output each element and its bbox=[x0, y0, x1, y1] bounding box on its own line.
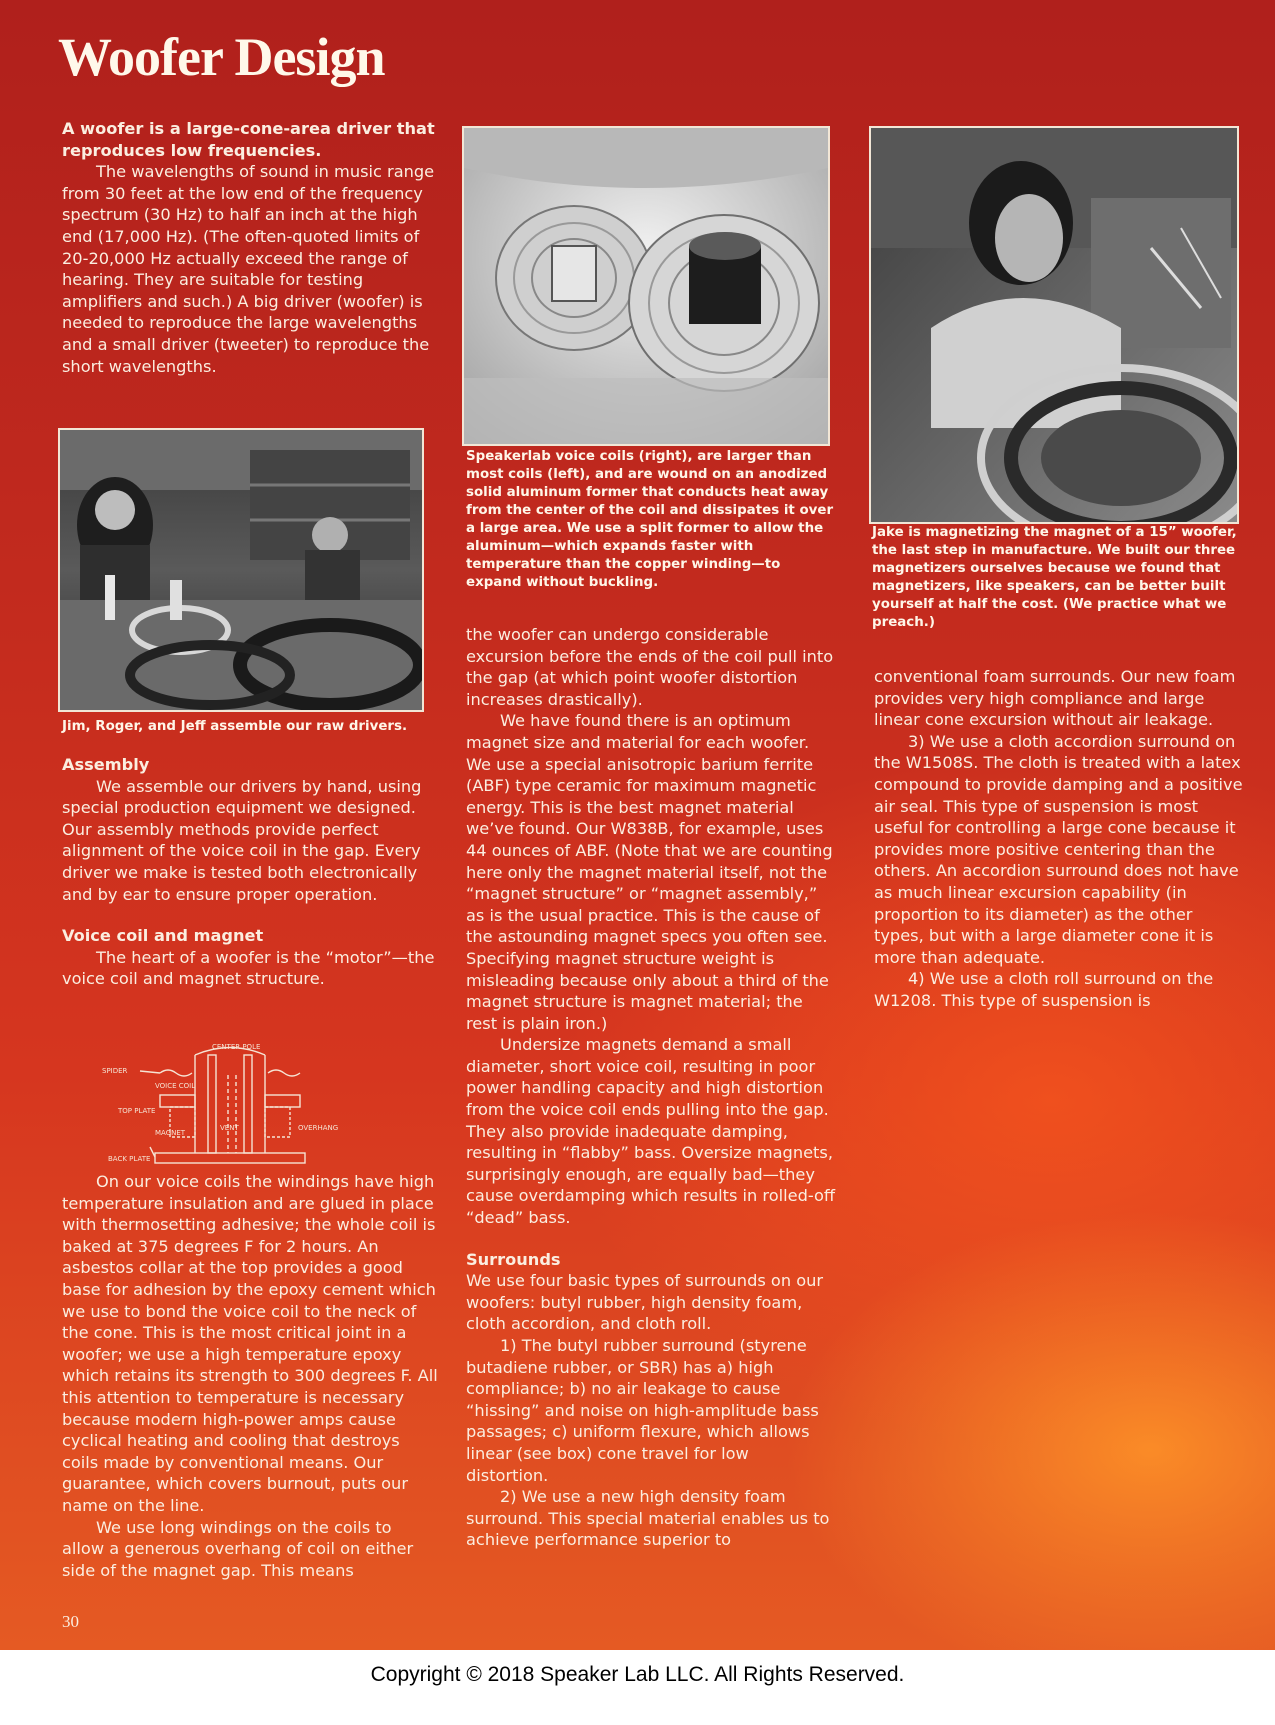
assembly-heading: Assembly bbox=[62, 755, 150, 774]
voice-coil-heading: Voice coil and magnet bbox=[62, 926, 264, 946]
copyright-notice: Copyright © 2018 Speaker Lab LLC. All Rights Reserved. bbox=[370, 1663, 905, 1686]
column-1-bottom bbox=[62, 734, 438, 990]
label-back-plate: BACK PLATE bbox=[108, 1155, 151, 1163]
cloth-roll-paragraph: 4) We use a cloth roll surround on the W1208. This type of suspension is bbox=[874, 969, 1214, 1010]
surrounds-heading: Surrounds bbox=[466, 1249, 561, 1269]
column-2-body bbox=[466, 624, 836, 1551]
magnetizer-photo bbox=[869, 126, 1239, 524]
page-title: Woofer Design bbox=[58, 27, 385, 87]
coils-paragraph: On our voice coils the windings have high temperature insulation and are glued in place with thermosetting adhesive; the whole coil is baked at 375 degrees F for 2 hours. An asbestos collar at the top provides a good base for adhesion by the epoxy cement which we use to bond the voice coil to the neck of the cone. This is the most critical joint in a woofer; we use a high temperature epoxy which retains its strength to 300 degrees F. All this attention to temperature is necessary because modern high-power amps cause cyclical heating and cooling that destroys coils made by conventional means. Our guarantee, which covers burnout, puts our name on the line. bbox=[62, 1172, 438, 1515]
voice-coil-diagram bbox=[100, 1035, 360, 1175]
label-magnet: MAGNET bbox=[155, 1129, 186, 1137]
magnetizer-photo-caption: Jake is magnetizing the magnet of a 15” woofer, the last step in manufacture. We built our three magnetizers ourselves because we found that magnetizers, like speakers, can be better built yourself at half the cost. (We practice what we preach.) bbox=[872, 525, 1237, 630]
label-vent: VENT bbox=[220, 1124, 239, 1132]
windings-paragraph: We use long windings on the coils to allow a generous overhang of coil on either side of the magnet gap. This means bbox=[62, 1517, 414, 1580]
label-center-pole: CENTER POLE bbox=[212, 1043, 261, 1051]
intro-lead: A woofer is a large-cone-area driver that reproduces low frequencies. bbox=[62, 119, 435, 160]
intro-paragraph: The wavelengths of sound in music range from 30 feet at the low end of the frequency spectrum (30 Hz) to half an inch at the high end (17,000 Hz). (The often-quoted limits of 20-20,000 Hz actually exceed the range of hearing. They are suitable for testing amplifiers and such.) A big driver (woofer) is needed to reproduce the large wavelengths and a small driver (tweeter) to reproduce the short wavelengths. bbox=[62, 162, 435, 376]
column-1-top bbox=[62, 118, 438, 377]
undersize-paragraph: Undersize magnets demand a small diameter, short voice coil, resulting in poor power handling capacity and high distortion from the voice coil ends pulling into the gap. They also provide inadequate damping, resulting in “flabby” bass. Oversize magnets, surprisingly enough, are equally bad—they cause overdamping which results in rolled-off “dead” bass. bbox=[466, 1035, 836, 1228]
assembly-photo-caption: Jim, Roger, and Jeff assemble our raw drivers. bbox=[62, 719, 408, 734]
page-number: 30 bbox=[62, 1612, 79, 1631]
butyl-paragraph: 1) The butyl rubber surround (styrene butadiene rubber, or SBR) has a) high compliance; b) no air leakage to cause “hissing” and noise on high-amplitude bass passages; c) uniform flexure, which allows linear (see box) cone travel for low distortion. bbox=[466, 1336, 819, 1485]
column-3-body bbox=[874, 666, 1246, 1012]
surrounds-paragraph: We use four basic types of surrounds on our woofers: butyl rubber, high density foam, cloth accordion, and cloth roll. bbox=[466, 1271, 824, 1334]
label-top-plate: TOP PLATE bbox=[118, 1107, 156, 1115]
label-voice-coil: VOICE COIL bbox=[155, 1082, 196, 1090]
voice-coil-paragraph: The heart of a woofer is the “motor”—the voice coil and magnet structure. bbox=[62, 947, 435, 989]
column-1-continued bbox=[62, 1171, 438, 1581]
assembly-paragraph: We assemble our drivers by hand, using special production equipment we designed. Our assembly methods provide perfect alignment of the voice coil in the gap. Every driver we make is tested both electronically and by ear to ensure proper operation. bbox=[62, 776, 422, 904]
label-overhang: OVERHANG bbox=[298, 1124, 339, 1132]
foam-paragraph: 2) We use a new high density foam surround. This special material enables us to achieve performance superior to bbox=[466, 1487, 830, 1550]
cloth-accordion-paragraph: 3) We use a cloth accordion surround on the W1508S. The cloth is treated with a latex compound to provide damping and a positive air seal. This type of suspension is most useful for controlling a large cone because it provides more positive centering than the others. An accordion surround does not have as much linear excursion capability (in proportion to its diameter) as the other types, but with a large diameter cone it is more than adequate. bbox=[874, 731, 1243, 967]
voice-coils-photo-caption: Speakerlab voice coils (right), are larger than most coils (left), and are wound on an anodized solid aluminum former that conducts heat away from the center of the coil and dissipates it over a large area. We use a split former to allow the aluminum—which expands faster with temperature than the copper winding—to expand without buckling. bbox=[466, 449, 834, 590]
label-spider: SPIDER bbox=[102, 1067, 128, 1075]
assembly-photo bbox=[58, 428, 424, 712]
excursion-paragraph: the woofer can undergo considerable excursion before the ends of the coil pull into the gap (at which point woofer distortion increases drastically). bbox=[466, 625, 834, 709]
foam-continued-paragraph: conventional foam surrounds. Our new foam provides very high compliance and large linear cone excursion without air leakage. bbox=[874, 667, 1236, 730]
magnet-paragraph: We have found there is an optimum magnet size and material for each woofer. We use a special anisotropic barium ferrite (ABF) type ceramic for maximum magnetic energy. This is the best magnet material we’ve found. Our W838B, for example, uses 44 ounces of ABF. (Note that we are counting here only the magnet material itself, not the “magnet structure” or “magnet assembly,” as is the usual practice. This is the cause of the astounding magnet specs you often see. Specifying magnet structure weight is misleading because only about a third of the magnet structure is magnet material; the rest is plain iron.) bbox=[466, 711, 833, 1033]
voice-coils-photo bbox=[462, 126, 830, 446]
